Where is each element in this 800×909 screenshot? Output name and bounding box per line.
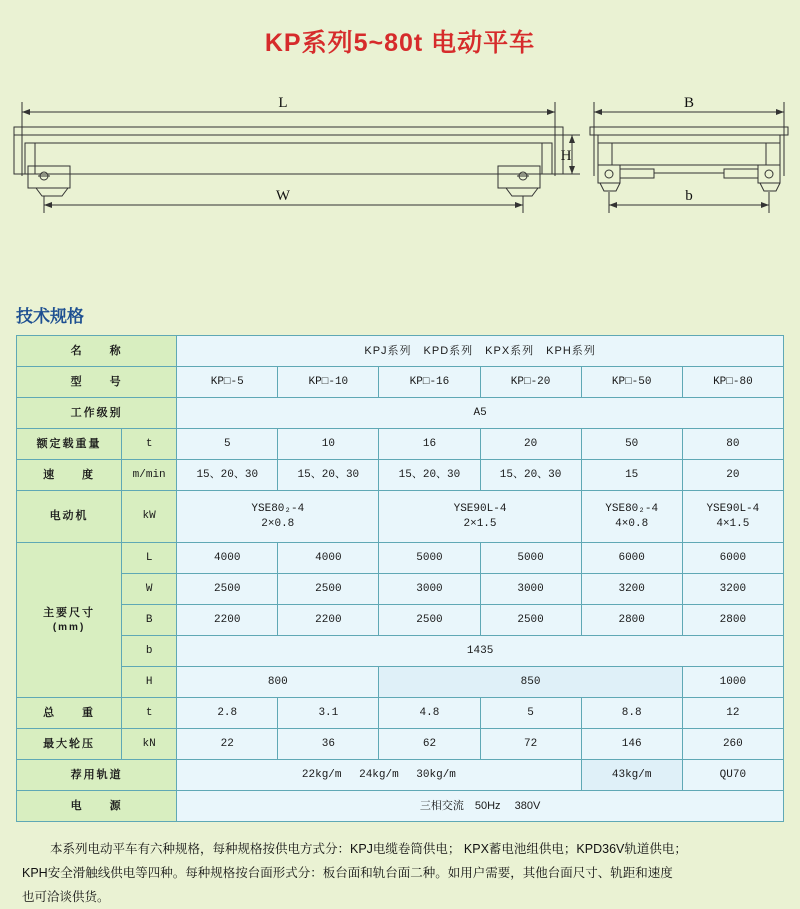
cell-b-all: 1435 — [177, 636, 784, 667]
cell-B-4: 2500 — [480, 605, 581, 636]
cell-motor-1-model: YSE80₂-4 — [179, 502, 376, 517]
table-row-dim-H — [17, 667, 784, 698]
cell-L-4: 5000 — [480, 543, 581, 574]
table-row-wheelload — [17, 729, 784, 760]
table-row-dim-L — [17, 543, 784, 574]
row-label-load: 额定载重量 — [17, 429, 122, 460]
cell-L-1: 4000 — [177, 543, 278, 574]
row-unit-wheelload: kN — [122, 729, 177, 760]
cell-motor-2-spec: 2×1.5 — [381, 517, 578, 532]
cell-model-1: KP□-5 — [177, 367, 278, 398]
row-label-class: 工作级别 — [17, 398, 177, 429]
table-row-dim-b — [17, 636, 784, 667]
row-unit-dim-L: L — [122, 543, 177, 574]
cell-weight-5: 8.8 — [581, 698, 682, 729]
cell-W-3: 3000 — [379, 574, 480, 605]
row-label-weight: 总 重 — [17, 698, 122, 729]
cell-H-2: 850 — [379, 667, 682, 698]
row-value-class: A5 — [177, 398, 784, 429]
cell-motor-4-spec: 4×1.5 — [685, 517, 781, 532]
cell-H-1: 800 — [177, 667, 379, 698]
row-label-dims — [17, 543, 122, 698]
cell-wheelload-1: 22 — [177, 729, 278, 760]
footer-note — [22, 838, 778, 909]
row-label-rail: 荐用轨道 — [17, 760, 177, 791]
cell-speed-4: 15、20、30 — [480, 460, 581, 491]
row-unit-dim-B: B — [122, 605, 177, 636]
cell-rail-1: 22kg/m 24kg/m 30kg/m — [177, 760, 581, 791]
table-row-name — [17, 336, 784, 367]
cell-motor-1-spec: 2×0.8 — [179, 517, 376, 532]
table-row-dim-W — [17, 574, 784, 605]
row-value-name: KPJ系列 KPD系列 KPX系列 KPH系列 — [177, 336, 784, 367]
cell-load-4: 20 — [480, 429, 581, 460]
drawing-svg — [0, 80, 800, 280]
cell-wheelload-5: 146 — [581, 729, 682, 760]
dimension-label-W: W — [276, 188, 291, 204]
footer-note-line-3: 也可洽谈供货。 — [22, 886, 778, 909]
cell-load-2: 10 — [278, 429, 379, 460]
cell-weight-2: 3.1 — [278, 698, 379, 729]
row-unit-dim-H: H — [122, 667, 177, 698]
cell-motor-1 — [177, 491, 379, 543]
cell-speed-1: 15、20、30 — [177, 460, 278, 491]
cell-L-5: 6000 — [581, 543, 682, 574]
cell-W-2: 2500 — [278, 574, 379, 605]
dimension-label-b: b — [685, 188, 693, 204]
cell-L-3: 5000 — [379, 543, 480, 574]
cell-B-6: 2800 — [682, 605, 783, 636]
footer-note-line-1: 本系列电动平车有六种规格，每种规格按供电方式分：KPJ电缆卷筒供电； KPX蓄电池组供电；KPD36V轨道供电； — [22, 838, 778, 862]
cell-speed-6: 20 — [682, 460, 783, 491]
cell-motor-3-model: YSE80₂-4 — [584, 502, 680, 517]
table-row-model — [17, 367, 784, 398]
cell-motor-4 — [682, 491, 783, 543]
cell-weight-6: 12 — [682, 698, 783, 729]
table-row-motor — [17, 491, 784, 543]
row-label-model: 型 号 — [17, 367, 177, 398]
cell-W-6: 3200 — [682, 574, 783, 605]
dimension-label-L: L — [278, 95, 287, 111]
cell-motor-3-spec: 4×0.8 — [584, 517, 680, 532]
row-label-motor: 电动机 — [17, 491, 122, 543]
cell-speed-5: 15 — [581, 460, 682, 491]
row-label-power: 电 源 — [17, 791, 177, 822]
footer-note-line-2: KPH安全滑触线供电等四种。每种规格按台面形式分：板台面和轨台面二种。如用户需要，其他台面尺寸、轨距和速度 — [22, 862, 778, 886]
cell-load-5: 50 — [581, 429, 682, 460]
cell-motor-2 — [379, 491, 581, 543]
cell-H-3: 1000 — [682, 667, 783, 698]
cell-motor-3 — [581, 491, 682, 543]
row-unit-dim-b: b — [122, 636, 177, 667]
cell-load-6: 80 — [682, 429, 783, 460]
cell-wheelload-6: 260 — [682, 729, 783, 760]
cell-weight-4: 5 — [480, 698, 581, 729]
row-value-power: 三相交流 50Hz 380V — [177, 791, 784, 822]
table-row-dim-B — [17, 605, 784, 636]
dimension-label-H: H — [561, 148, 572, 164]
cell-weight-3: 4.8 — [379, 698, 480, 729]
row-label-speed: 速 度 — [17, 460, 122, 491]
cell-wheelload-2: 36 — [278, 729, 379, 760]
cell-wheelload-3: 62 — [379, 729, 480, 760]
cell-B-5: 2800 — [581, 605, 682, 636]
cell-motor-4-model: YSE90L-4 — [685, 502, 781, 517]
cell-model-5: KP□-50 — [581, 367, 682, 398]
cell-wheelload-4: 72 — [480, 729, 581, 760]
cell-model-2: KP□-10 — [278, 367, 379, 398]
page-title: KP系列5~80t 电动平车 — [0, 0, 800, 58]
row-label-wheelload: 最大轮压 — [17, 729, 122, 760]
row-label-dims-unit: (mm) — [19, 621, 119, 635]
cell-B-2: 2200 — [278, 605, 379, 636]
section-heading-specs: 技术规格 — [16, 302, 800, 327]
cell-W-4: 3000 — [480, 574, 581, 605]
cell-load-1: 5 — [177, 429, 278, 460]
table-row-weight — [17, 698, 784, 729]
spec-table — [16, 335, 784, 822]
table-row-load — [17, 429, 784, 460]
row-label-dims-text: 主要尺寸 — [19, 606, 119, 621]
cell-B-3: 2500 — [379, 605, 480, 636]
cell-model-3: KP□-16 — [379, 367, 480, 398]
cell-speed-3: 15、20、30 — [379, 460, 480, 491]
row-unit-weight: t — [122, 698, 177, 729]
table-row-rail — [17, 760, 784, 791]
dimension-label-B: B — [684, 95, 694, 111]
cell-model-6: KP□-80 — [682, 367, 783, 398]
cell-W-5: 3200 — [581, 574, 682, 605]
row-unit-dim-W: W — [122, 574, 177, 605]
row-label-name: 名 称 — [17, 336, 177, 367]
cell-speed-2: 15、20、30 — [278, 460, 379, 491]
cell-motor-2-model: YSE90L-4 — [381, 502, 578, 517]
cell-model-4: KP□-20 — [480, 367, 581, 398]
cell-L-6: 6000 — [682, 543, 783, 574]
table-row-class — [17, 398, 784, 429]
row-unit-motor: kW — [122, 491, 177, 543]
table-row-power — [17, 791, 784, 822]
cell-load-3: 16 — [379, 429, 480, 460]
row-unit-load: t — [122, 429, 177, 460]
spec-table-wrap — [16, 335, 784, 822]
table-row-speed — [17, 460, 784, 491]
cell-B-1: 2200 — [177, 605, 278, 636]
cell-rail-2: 43kg/m — [581, 760, 682, 791]
row-unit-speed: m/min — [122, 460, 177, 491]
cell-W-1: 2500 — [177, 574, 278, 605]
technical-drawing — [0, 80, 800, 280]
cell-weight-1: 2.8 — [177, 698, 278, 729]
cell-L-2: 4000 — [278, 543, 379, 574]
cell-rail-3: QU70 — [682, 760, 783, 791]
